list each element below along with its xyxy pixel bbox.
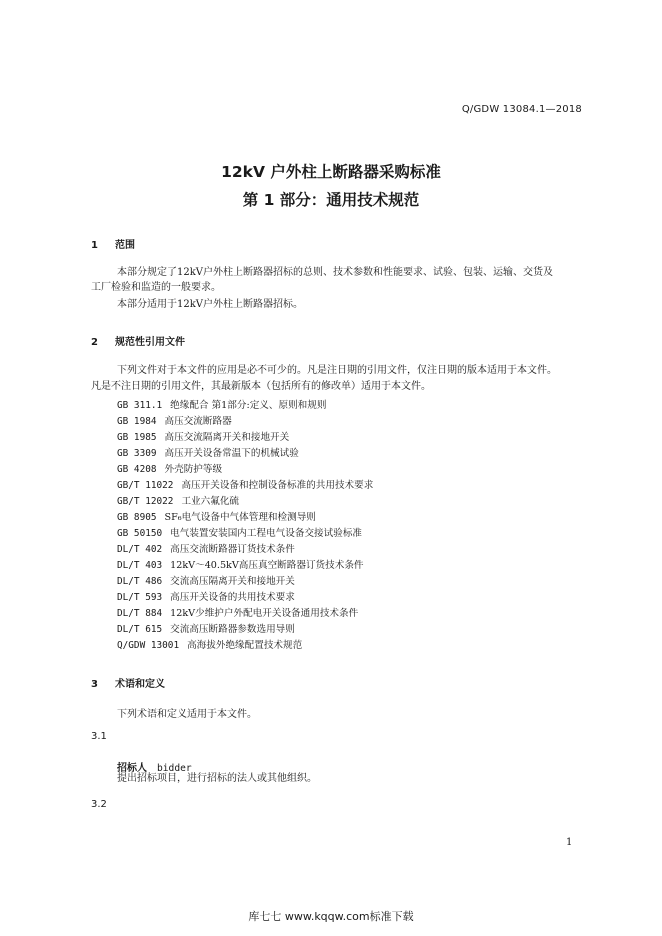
section-3-intro: 下列术语和定义适用于本文件。 (117, 709, 257, 720)
section-3-title: 术语和定义 (115, 679, 165, 690)
section-3-heading (91, 675, 165, 690)
document-subtitle: 第 1 部分：通用技术规范 (242, 191, 420, 209)
section-3-number: 3 (91, 679, 98, 690)
section-1-number: 1 (91, 240, 98, 251)
section-1-para1-line2: 工厂检验和监造的一般要求。 (91, 282, 221, 293)
reference-item: DL/T 402 高压交流断路器订货技术条件 (117, 544, 295, 555)
reference-item: GB 1985 高压交流隔离开关和接地开关 (117, 432, 290, 443)
reference-item: DL/T 593 高压开关设备的共用技术要求 (117, 592, 295, 603)
reference-item: Q/GDW 13001 高海拔外绝缘配置技术规范 (117, 640, 303, 651)
term-3-1-definition: 提出招标项目，进行招标的法人或其他组织。 (117, 773, 317, 784)
section-1-title: 范围 (115, 240, 135, 251)
reference-item: GB 50150 电气装置安装国内工程电气设备交接试验标准 (117, 528, 363, 539)
term-3-1-english: bidder (157, 763, 192, 774)
reference-item: GB 4208 外壳防护等级 (117, 464, 223, 475)
term-3-1-chinese: 招标人 (117, 763, 147, 774)
reference-item: GB 1984 高压交流断路器 (117, 416, 232, 427)
term-3-2-number: 3.2 (91, 799, 107, 810)
section-1-para2: 本部分适用于12kV户外柱上断路器招标。 (117, 299, 304, 310)
reference-item: DL/T 615 交流高压断路器参数选用导则 (117, 624, 295, 635)
document-number: Q/GDW 13084.1—2018 (461, 104, 582, 115)
reference-item: GB 3309 高压开关设备常温下的机械试验 (117, 448, 299, 459)
document-title: 12kV 户外柱上断路器采购标准 (221, 163, 441, 181)
section-2-intro-line2: 凡是不注日期的引用文件，其最新版本（包括所有的修改单）适用于本文件。 (91, 381, 431, 392)
section-2-intro-line1: 下列文件对于本文件的应用是必不可少的。凡是注日期的引用文件，仅注日期的版本适用于本文件。 (117, 365, 557, 376)
reference-item: DL/T 486 交流高压隔离开关和接地开关 (117, 576, 295, 587)
reference-item: DL/T 884 12kV少维护户外配电开关设备通用技术条件 (117, 608, 359, 619)
reference-item: GB/T 12022 工业六氟化硫 (117, 496, 240, 507)
section-2-heading (91, 333, 185, 348)
page-number: 1 (566, 837, 573, 848)
section-1-heading (91, 236, 135, 251)
term-3-1-number: 3.1 (91, 731, 107, 742)
reference-item: GB/T 11022 高压开关设备和控制设备标准的共用技术要求 (117, 480, 374, 491)
reference-item: DL/T 403 12kV～40.5kV高压真空断路器订货技术条件 (117, 560, 364, 571)
section-1-para1-line1: 本部分规定了12kV户外柱上断路器招标的总则、技术参数和性能要求、试验、包装、运输、交货及 (117, 267, 554, 278)
footer-watermark: 库七七 www.kqqw.com标准下载 (248, 910, 414, 923)
reference-item: GB 8905 SF₆电气设备中气体管理和检测导则 (117, 512, 316, 523)
section-2-title: 规范性引用文件 (115, 337, 185, 348)
section-2-number: 2 (91, 337, 98, 348)
reference-item: GB 311.1 绝缘配合 第1部分:定义、原则和规则 (117, 400, 327, 411)
